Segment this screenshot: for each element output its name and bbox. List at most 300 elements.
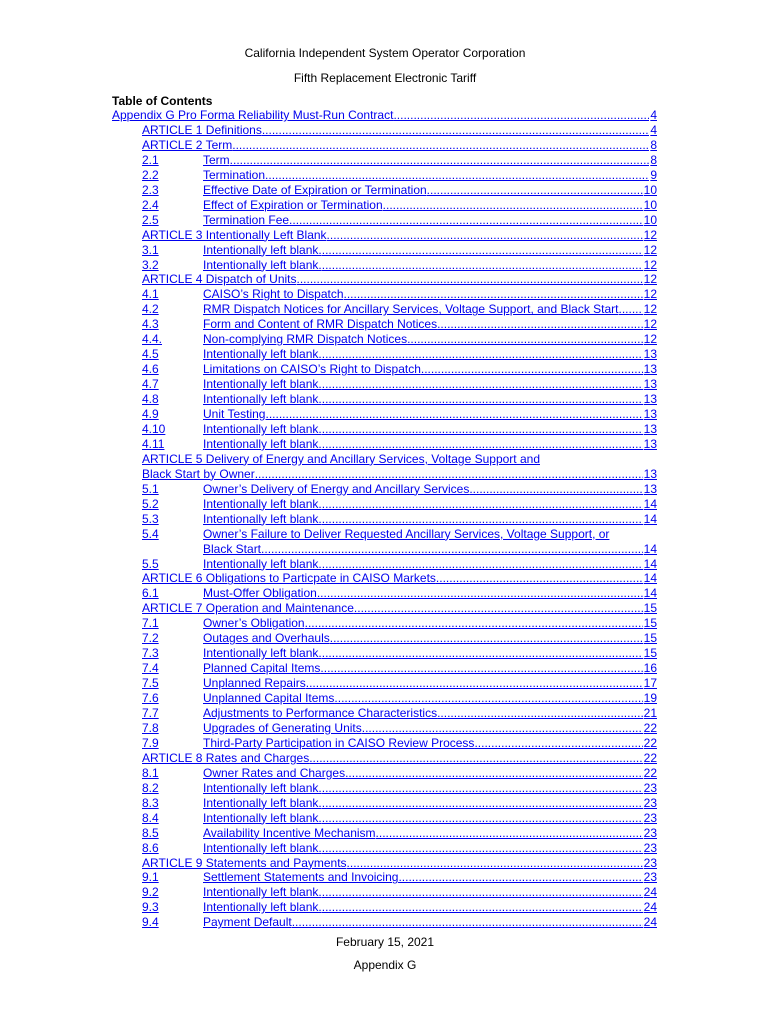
toc-entry[interactable] <box>142 198 657 213</box>
toc-leader-dots <box>421 362 643 377</box>
toc-entry[interactable] <box>142 900 657 915</box>
toc-entry-title: ARTICLE 4 Dispatch of Units <box>142 272 297 287</box>
toc-entry-link[interactable] <box>142 870 657 885</box>
toc-entry-number: 4.4. <box>142 332 163 347</box>
toc-entry-page: 12 <box>643 317 657 332</box>
toc-entry-link[interactable] <box>142 631 657 646</box>
toc-entry[interactable] <box>142 168 657 183</box>
toc-entry-number: 2.5 <box>142 212 159 227</box>
toc-entry[interactable] <box>142 915 657 930</box>
toc-entry-number: 4.7 <box>142 377 159 392</box>
toc-entry-title: Non-complying RMR Dispatch Notices <box>203 332 408 347</box>
toc-leader-dots <box>398 870 642 885</box>
toc-entry[interactable] <box>142 138 657 153</box>
toc-entry-link[interactable] <box>142 437 657 452</box>
toc-entry-title: Intentionally left blank. <box>203 257 322 272</box>
toc-entry[interactable] <box>142 392 657 407</box>
toc-entry-page: 8 <box>650 152 657 167</box>
toc-leader-dots <box>407 332 643 347</box>
toc-entry[interactable] <box>142 407 657 422</box>
toc-entry[interactable] <box>142 452 657 467</box>
toc-entry-link[interactable] <box>142 317 657 332</box>
toc-entry-title: RMR Dispatch Notices for Ancillary Services, Voltage Support, and Black Start <box>203 302 619 317</box>
toc-entry-number: 7.8 <box>142 720 159 735</box>
toc-entry[interactable] <box>142 751 657 766</box>
toc-entry-page: 14 <box>643 541 657 556</box>
toc-entry-link[interactable] <box>142 362 657 377</box>
toc-entry-link[interactable] <box>142 736 657 751</box>
toc-entry-number: 5.5 <box>142 556 159 571</box>
toc-entry-page: 12 <box>643 302 657 317</box>
toc-entry-link[interactable] <box>203 542 657 557</box>
toc-entry-page: 12 <box>643 272 657 287</box>
toc-entry-number: 8.2 <box>142 780 159 795</box>
toc-entry-page: 23 <box>643 825 657 840</box>
toc-leader-dots <box>619 302 643 317</box>
toc-entry-link[interactable] <box>142 826 657 841</box>
toc-entry[interactable] <box>142 766 657 781</box>
toc-entry[interactable] <box>142 317 657 332</box>
toc-entry-page: 14 <box>643 571 657 586</box>
toc-entry-number: 2.3 <box>142 182 159 197</box>
toc-entry-link[interactable] <box>142 796 657 811</box>
toc-entry-number: 9.4 <box>142 915 159 930</box>
toc-title: Table of Contents <box>112 94 213 108</box>
toc-entry-page: 15 <box>643 646 657 661</box>
toc-entry-page: 24 <box>643 885 657 900</box>
toc-entry-link[interactable] <box>142 392 657 407</box>
toc-leader-dots <box>322 347 643 362</box>
toc-leader-dots <box>322 811 643 826</box>
toc-entry[interactable] <box>142 856 657 871</box>
toc-entry-number: 2.4 <box>142 197 159 212</box>
toc-entry-title: Unit Testing <box>203 407 266 421</box>
toc-entry-link[interactable] <box>142 138 657 153</box>
toc-entry-number: 7.9 <box>142 735 159 750</box>
toc-leader-dots <box>322 557 643 572</box>
toc-entry-page: 19 <box>643 691 657 706</box>
toc-entry[interactable] <box>142 661 657 676</box>
toc-entry-link[interactable] <box>142 407 657 422</box>
toc-leader-dots <box>309 751 642 766</box>
toc-entry-page: 22 <box>643 765 657 780</box>
toc-entry[interactable] <box>142 347 657 362</box>
toc-leader-dots <box>322 497 643 512</box>
footer-appendix-label: Appendix G <box>353 958 417 972</box>
toc-leader-dots <box>232 138 649 153</box>
toc-entry[interactable] <box>142 586 657 601</box>
toc-entry-title: Intentionally left blank. <box>203 421 322 436</box>
toc-entry-title: ARTICLE 8 Rates and Charges <box>142 750 310 765</box>
toc-entry-page: 23 <box>643 810 657 825</box>
toc-entry[interactable] <box>142 885 657 900</box>
toc-entry-title: ARTICLE 9 Statements and Payments <box>142 855 347 870</box>
toc-entry[interactable] <box>142 437 657 452</box>
toc-leader-dots <box>322 646 643 661</box>
toc-entry-link[interactable] <box>142 168 657 183</box>
toc-leader-dots <box>344 287 643 302</box>
toc-entry-title: Owner’s Failure to Deliver Requested Ancillary Services, Voltage Support, or <box>203 526 610 541</box>
toc-entry[interactable] <box>142 467 657 482</box>
toc-entry-title: ARTICLE 5 Delivery of Energy and Ancillary Services, Voltage Support and <box>142 451 540 466</box>
toc-entry-link[interactable] <box>142 915 657 930</box>
toc-entry-page: 13 <box>643 436 657 451</box>
toc-entry-page: 14 <box>643 496 657 511</box>
toc-entry-link[interactable] <box>142 856 657 871</box>
toc-entry-title: Must-Offer Obligation <box>203 586 317 601</box>
toc-entry[interactable] <box>142 302 657 317</box>
toc-entry-link[interactable] <box>142 661 657 676</box>
toc-leader-dots <box>327 228 643 243</box>
toc-entry[interactable] <box>142 557 657 572</box>
toc-entry-page: 23 <box>643 855 657 870</box>
toc-entry-title: Black Start by Owner <box>142 466 255 481</box>
toc-entry-title: Intentionally left blank. <box>203 900 322 915</box>
toc-entry[interactable] <box>142 691 657 706</box>
toc-entry-page: 23 <box>643 780 657 795</box>
toc-leader-dots <box>292 915 643 930</box>
toc-entry[interactable] <box>203 542 657 557</box>
toc-entry-number: 7.3 <box>142 646 159 661</box>
toc-entry-title: Owner’s Obligation <box>203 616 305 631</box>
toc-entry[interactable] <box>142 377 657 392</box>
toc-entry[interactable] <box>142 527 657 542</box>
toc-entry[interactable] <box>142 228 657 243</box>
toc-leader-dots <box>436 571 643 586</box>
toc-entry-number: 7.6 <box>142 691 159 706</box>
toc-entry-page: 10 <box>643 182 657 197</box>
toc-entry-link[interactable] <box>142 272 657 287</box>
toc-entry-link[interactable] <box>142 527 657 542</box>
toc-leader-dots <box>322 781 643 796</box>
toc-entry-number: 4.2 <box>142 302 159 317</box>
toc-entry[interactable] <box>142 123 657 138</box>
toc-entry[interactable] <box>142 796 657 811</box>
toc-leader-dots <box>437 317 643 332</box>
toc-entry[interactable] <box>142 482 657 497</box>
toc-entry[interactable] <box>142 781 657 796</box>
toc-entry-number: 4.5 <box>142 347 159 362</box>
toc-entry-number: 9.1 <box>142 870 159 885</box>
toc-entry-number: 5.1 <box>142 481 159 496</box>
toc-entry[interactable] <box>142 841 657 856</box>
toc-entry-number: 4.9 <box>142 407 159 421</box>
toc-entry-page: 15 <box>643 631 657 646</box>
toc-entry[interactable] <box>142 213 657 228</box>
toc-entry[interactable] <box>142 332 657 347</box>
toc-leader-dots <box>265 168 649 183</box>
toc-entry[interactable] <box>142 826 657 841</box>
toc-leader-dots <box>322 841 643 856</box>
toc-entry-link[interactable] <box>142 183 657 198</box>
toc-entry-link[interactable] <box>142 571 657 586</box>
toc-entry-title: Intentionally left blank. <box>203 496 322 511</box>
toc-entry-title: Adjustments to Performance Characteristics <box>203 706 438 720</box>
toc-entry-page: 23 <box>643 870 657 885</box>
toc-entry-number: 9.3 <box>142 900 159 915</box>
toc-entry-number: 5.4 <box>142 526 159 541</box>
toc-entry-title: Intentionally left blank. <box>203 511 322 526</box>
toc-entry[interactable] <box>142 646 657 661</box>
toc-entry-number: 5.3 <box>142 511 159 526</box>
toc-entry-page: 14 <box>643 556 657 571</box>
toc-entry-page: 15 <box>643 601 657 616</box>
toc-leader-dots <box>265 407 642 422</box>
toc-entry-title: Termination <box>203 167 266 182</box>
header-tariff-name: Fifth Replacement Electronic Tariff <box>293 71 477 85</box>
toc-entry-page: 24 <box>643 900 657 915</box>
toc-entry-link[interactable] <box>142 452 657 467</box>
toc-entry-link[interactable] <box>142 347 657 362</box>
toc-entry-link[interactable] <box>142 766 657 781</box>
toc-entry-link[interactable] <box>142 302 657 317</box>
toc-entry[interactable] <box>142 287 657 302</box>
toc-leader-dots <box>322 258 643 273</box>
toc-entry-link[interactable] <box>142 467 657 482</box>
toc-entry-page: 12 <box>643 242 657 257</box>
toc-entry-title: Settlement Statements and Invoicing <box>203 870 399 885</box>
toc-entry-page: 17 <box>643 676 657 691</box>
toc-entry-link[interactable] <box>142 751 657 766</box>
toc-entry[interactable] <box>142 512 657 527</box>
toc-entry-title: Intentionally left blank. <box>203 392 322 407</box>
toc-entry-link[interactable] <box>142 781 657 796</box>
toc-leader-dots <box>320 661 642 676</box>
toc-entry-link[interactable] <box>142 258 657 273</box>
toc-leader-dots <box>322 512 643 527</box>
toc-entry[interactable] <box>142 676 657 691</box>
toc-entry-link[interactable] <box>142 646 657 661</box>
header-organization: California Independent System Operator Corporation <box>244 46 526 60</box>
toc-leader-dots <box>437 706 643 721</box>
toc-leader-dots <box>469 482 642 497</box>
toc-entry-page: 4 <box>650 122 657 137</box>
toc-entry-number: 4.11 <box>142 436 165 451</box>
toc-entry-link[interactable] <box>142 213 657 228</box>
toc-entry-title: Black Start <box>203 541 262 556</box>
toc-entry-page: 12 <box>643 257 657 272</box>
toc-entry[interactable] <box>142 870 657 885</box>
toc-leader-dots <box>322 885 643 900</box>
toc-entry-link[interactable] <box>142 153 657 168</box>
toc-entry-title: Outages and Overhauls <box>203 631 330 646</box>
toc-entry-link[interactable] <box>142 377 657 392</box>
toc-entry-page: 4 <box>650 108 657 122</box>
toc-leader-dots <box>322 377 643 392</box>
toc-entry-link[interactable] <box>142 616 657 631</box>
toc-entry-number: 4.10 <box>142 421 166 436</box>
toc-entry-link[interactable] <box>142 332 657 347</box>
toc-entry-page: 9 <box>650 167 657 182</box>
toc-entry-number: 2.2 <box>142 167 159 182</box>
toc-leader-dots <box>317 586 643 601</box>
toc-entry[interactable] <box>142 497 657 512</box>
toc-entry-page: 13 <box>643 392 657 407</box>
toc-entry[interactable] <box>142 706 657 721</box>
toc-leader-dots <box>322 422 643 437</box>
toc-entry-number: 5.2 <box>142 496 159 511</box>
toc-entry-page: 13 <box>643 421 657 436</box>
toc-entry[interactable] <box>142 616 657 631</box>
toc-entry-number: 7.7 <box>142 706 159 720</box>
toc-entry-title: Intentionally left blank. <box>203 885 322 900</box>
footer-date: February 15, 2021 <box>335 935 435 949</box>
toc-entry-number: 7.1 <box>142 616 159 631</box>
toc-entry-number: 2.1 <box>142 152 159 167</box>
toc-entry-title: ARTICLE 7 Operation and Maintenance <box>142 601 354 616</box>
toc-entry[interactable] <box>142 243 657 258</box>
toc-entry-link[interactable] <box>142 123 657 138</box>
toc-leader-dots <box>345 766 643 781</box>
toc-entry-number: 7.2 <box>142 631 159 646</box>
toc-entry-title: Appendix G Pro Forma Reliability Must-Run Contract <box>112 108 394 122</box>
toc-entry-title: ARTICLE 3 Intentionally Left Blank <box>142 227 327 242</box>
toc-entry-page: 8 <box>650 137 657 152</box>
toc-leader-dots <box>306 676 643 691</box>
toc-entry-link[interactable] <box>142 482 657 497</box>
toc-entry-page: 23 <box>643 840 657 855</box>
toc-entry-title: ARTICLE 1 Definitions <box>142 122 262 137</box>
toc-entry-title: Third-Party Participation in CAISO Review Process <box>203 735 475 750</box>
toc-leader-dots <box>322 796 643 811</box>
toc-entry-title: Termination Fee <box>203 212 290 227</box>
toc-entry-link[interactable] <box>142 676 657 691</box>
toc-entry-title: Payment Default <box>203 915 292 930</box>
toc-leader-dots <box>376 826 643 841</box>
toc-entry-title: Owner Rates and Charges <box>203 765 346 780</box>
toc-entry-page: 10 <box>643 197 657 212</box>
toc-entry-title: Intentionally left blank. <box>203 646 322 661</box>
toc-entry-link[interactable] <box>142 721 657 736</box>
toc-entry-page: 13 <box>643 466 657 481</box>
toc-entry-number: 4.3 <box>142 317 159 332</box>
toc-leader-dots <box>322 437 643 452</box>
toc-leader-dots <box>297 272 643 287</box>
toc-entry-link[interactable] <box>142 841 657 856</box>
toc-entry-number: 8.6 <box>142 840 159 855</box>
toc-entry-title: Intentionally left blank. <box>203 347 322 362</box>
toc-entry-title: Intentionally left blank. <box>203 436 322 451</box>
toc-entry-number: 3.1 <box>142 242 159 257</box>
toc-entry[interactable] <box>142 183 657 198</box>
toc-entry-number: 4.6 <box>142 362 159 377</box>
toc-entry-number: 4.1 <box>142 287 159 302</box>
toc-entry-link[interactable] <box>142 228 657 243</box>
toc-entry-page: 13 <box>643 347 657 362</box>
toc-entry-title: Unplanned Capital Items <box>203 691 335 706</box>
toc-entry-title: ARTICLE 6 Obligations to Particpate in CAISO Markets <box>142 571 436 586</box>
toc-entry[interactable] <box>142 631 657 646</box>
toc-entry-title: Intentionally left blank. <box>203 840 322 855</box>
toc-entry-number: 8.4 <box>142 810 159 825</box>
toc-entry[interactable] <box>142 272 657 287</box>
toc-entry-link[interactable] <box>142 287 657 302</box>
toc-leader-dots <box>330 631 643 646</box>
toc-entry-page: 22 <box>643 750 657 765</box>
toc-entry-title: Planned Capital Items <box>203 661 321 676</box>
toc-leader-dots <box>362 721 643 736</box>
toc-entry-title: Effective Date of Expiration or Termination <box>203 182 427 197</box>
toc-entry-title: Intentionally left blank. <box>203 795 322 810</box>
toc-leader-dots <box>393 108 649 123</box>
toc-entry-title: Limitations on CAISO’s Right to Dispatch <box>203 362 421 377</box>
toc-entry-title: Effect of Expiration or Termination <box>203 197 383 212</box>
toc-entry[interactable] <box>142 811 657 826</box>
toc-leader-dots <box>322 392 643 407</box>
toc-entry[interactable] <box>142 736 657 751</box>
toc-entry[interactable] <box>142 153 657 168</box>
toc-entry-page: 21 <box>643 706 657 720</box>
toc-entry-link[interactable] <box>142 900 657 915</box>
toc-entry[interactable] <box>142 601 657 616</box>
toc-leader-dots <box>347 856 643 871</box>
toc-entry-link[interactable] <box>142 601 657 616</box>
toc-entry-title: Form and Content of RMR Dispatch Notices <box>203 317 438 332</box>
toc-entry-link[interactable] <box>142 422 657 437</box>
toc-entry-link[interactable] <box>142 811 657 826</box>
toc-entry-title: Term <box>203 152 230 167</box>
toc-entry-page: 22 <box>643 735 657 750</box>
toc-entry-page: 15 <box>643 616 657 631</box>
toc-entry-link[interactable] <box>142 885 657 900</box>
toc-leader-dots <box>322 900 643 915</box>
toc-entry-title: Availability Incentive Mechanism <box>203 825 376 840</box>
toc-leader-dots <box>305 616 643 631</box>
toc-entry-link[interactable] <box>112 108 657 123</box>
toc-entry-page: 22 <box>643 720 657 735</box>
toc-entry[interactable] <box>142 571 657 586</box>
toc-leader-dots <box>474 736 642 751</box>
toc-leader-dots <box>383 198 643 213</box>
toc-entry-title: Owner’s Delivery of Energy and Ancillary Services <box>203 481 470 496</box>
toc-entry-link[interactable] <box>142 691 657 706</box>
toc-entry-page: 12 <box>643 332 657 347</box>
toc-entry-link[interactable] <box>142 497 657 512</box>
toc-entry-link[interactable] <box>142 243 657 258</box>
toc-entry-page: 13 <box>643 377 657 392</box>
toc-entry-title: Intentionally left blank. <box>203 810 322 825</box>
toc-entry-number: 3.2 <box>142 257 159 272</box>
toc-entry-number: 7.4 <box>142 661 159 676</box>
toc-entry-title: Intentionally left blank. <box>203 780 322 795</box>
toc-entry-page: 13 <box>643 362 657 377</box>
toc-entry-page: 24 <box>643 915 657 930</box>
toc-entry-link[interactable] <box>142 557 657 572</box>
toc-entry-page: 14 <box>643 586 657 601</box>
toc-entry-link[interactable] <box>142 706 657 721</box>
toc-leader-dots <box>334 691 642 706</box>
toc-entry-page: 10 <box>643 212 657 227</box>
toc-leader-dots <box>230 153 650 168</box>
toc-entry-link[interactable] <box>142 586 657 601</box>
toc-leader-dots <box>262 123 649 138</box>
toc-entry-link[interactable] <box>142 512 657 527</box>
toc-entry[interactable] <box>142 362 657 377</box>
toc-leader-dots <box>255 467 643 482</box>
toc-entry-title: Upgrades of Generating Units <box>203 720 362 735</box>
toc-leader-dots <box>289 213 643 228</box>
toc-entry-title: CAISO’s Right to Dispatch <box>203 287 344 302</box>
toc-entry[interactable] <box>142 258 657 273</box>
toc-entry[interactable] <box>142 721 657 736</box>
toc-entry-number: 8.5 <box>142 825 159 840</box>
toc-entry-title: Unplanned Repairs <box>203 676 306 691</box>
toc-entry[interactable] <box>142 422 657 437</box>
toc-entry-page: 23 <box>643 795 657 810</box>
toc-entry[interactable] <box>112 108 657 123</box>
toc-entry-link[interactable] <box>142 198 657 213</box>
toc-leader-dots <box>354 601 643 616</box>
